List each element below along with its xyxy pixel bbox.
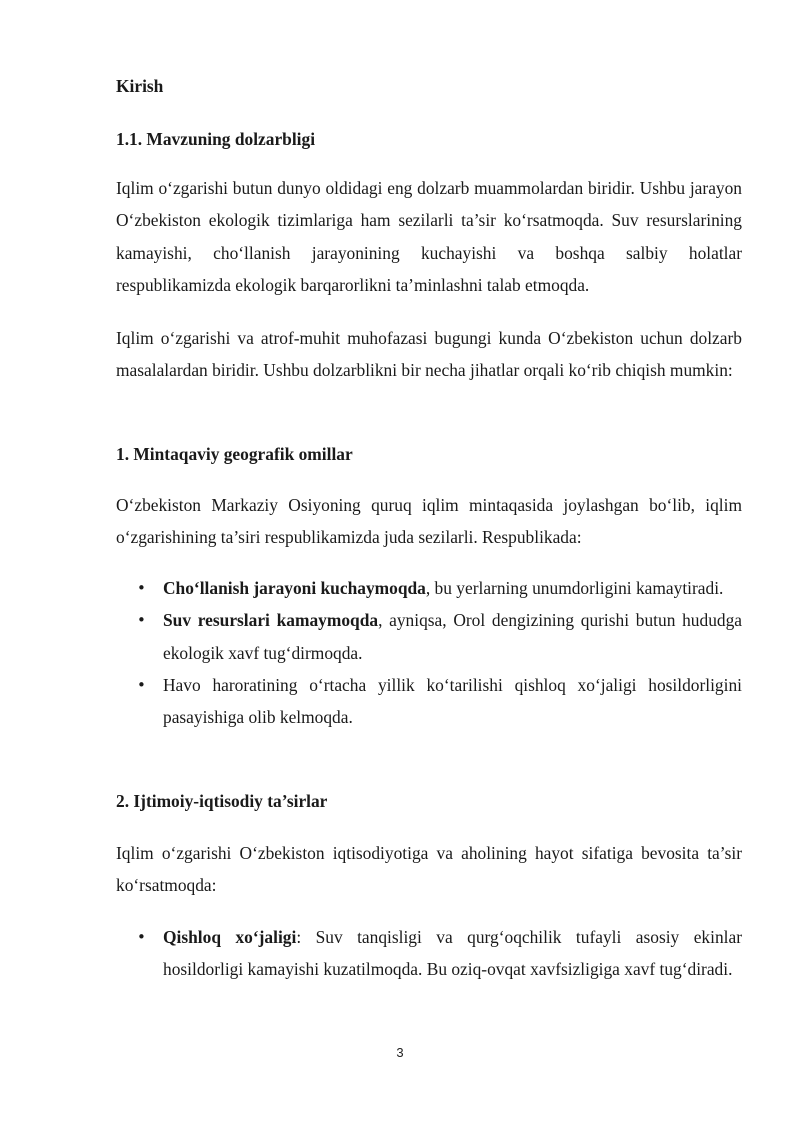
page-number: 3	[396, 1045, 404, 1060]
list-item-bold: Suv resurslari kamaymoqda	[163, 610, 379, 631]
list-item-bold: Cho‘llanish jarayoni kuchaymoqda	[163, 578, 426, 598]
bullet-icon: •	[137, 579, 146, 597]
bullet-icon: •	[137, 675, 146, 694]
heading-intro: Kirish	[116, 76, 164, 96]
heading-socio-economic: 2. Ijtimoiy-iqtisodiy ta’sirlar	[116, 791, 328, 811]
list-item-text: , ayniqsa, Orol dengizining qurishi butun hududga ekologik xavf tug‘dirmoqda.	[163, 610, 743, 663]
list-item	[116, 921, 742, 986]
list-item-text: : Suv tanqisligi va qurg‘oqchilik tufayli asosiy ekinlar hosildorligi kamayishi kuzatilmoqda. Bu oziq-ovqat xavfsizligiga xavf tug‘diradi.	[163, 927, 742, 980]
paragraph-relevance: Iqlim o‘zgarishi va atrof-muhit muhofazasi bugungi kunda O‘zbekiston uchun dolzarb masalalardan biridir. Ushbu dolzarblikni bir necha jihatlar orqali ko‘rib chiqish mumkin:	[116, 328, 742, 381]
bullet-icon: •	[137, 928, 146, 946]
heading-relevance: 1.1. Mavzuning dolzarbligi	[116, 129, 316, 149]
list-item	[116, 604, 742, 669]
paragraph-socio-economic: Iqlim o‘zgarishi O‘zbekiston iqtisodiyotiga va aholining hayot sifatiga bevosita ta’sir ko‘rsatmoqda:	[116, 843, 742, 896]
paragraph-geographic: O‘zbekiston Markaziy Osiyoning quruq iqlim mintaqasida joylashgan bo‘lib, iqlim o‘zgarishining ta’siri respublikamizda juda sezilarli. Respublikada:	[116, 495, 742, 548]
list-geographic-impacts	[116, 572, 742, 733]
list-item	[116, 572, 742, 604]
list-item-text: , bu yerlarning unumdorligini kamaytiradi.	[425, 578, 724, 598]
list-item-bold: Qishloq xo‘jaligi	[163, 927, 297, 947]
bullet-icon: •	[137, 611, 146, 630]
list-item-text: Havo haroratining o‘rtacha yillik ko‘tarilishi qishloq xo‘jaligi hosildorligini pasayishiga olib kelmoqda.	[163, 674, 742, 728]
list-item	[116, 669, 742, 734]
paragraph-climate-change: Iqlim o‘zgarishi butun dunyo oldidagi eng dolzarb muammolardan biridir. Ushbu jarayon O‘zbekiston ekologik tizimlariga ham sezilarli ta’sir ko‘rsatmoqda. Suv resurslarining kamayishi, cho‘llanish jarayonining kuchayishi va boshqa salbiy holatlar respublikamizda ekologik barqarorlikni ta’minlashni talab etmoqda.	[116, 178, 742, 295]
list-socio-impacts	[116, 921, 742, 986]
heading-geographic-factors: 1. Mintaqaviy geografik omillar	[116, 444, 353, 464]
